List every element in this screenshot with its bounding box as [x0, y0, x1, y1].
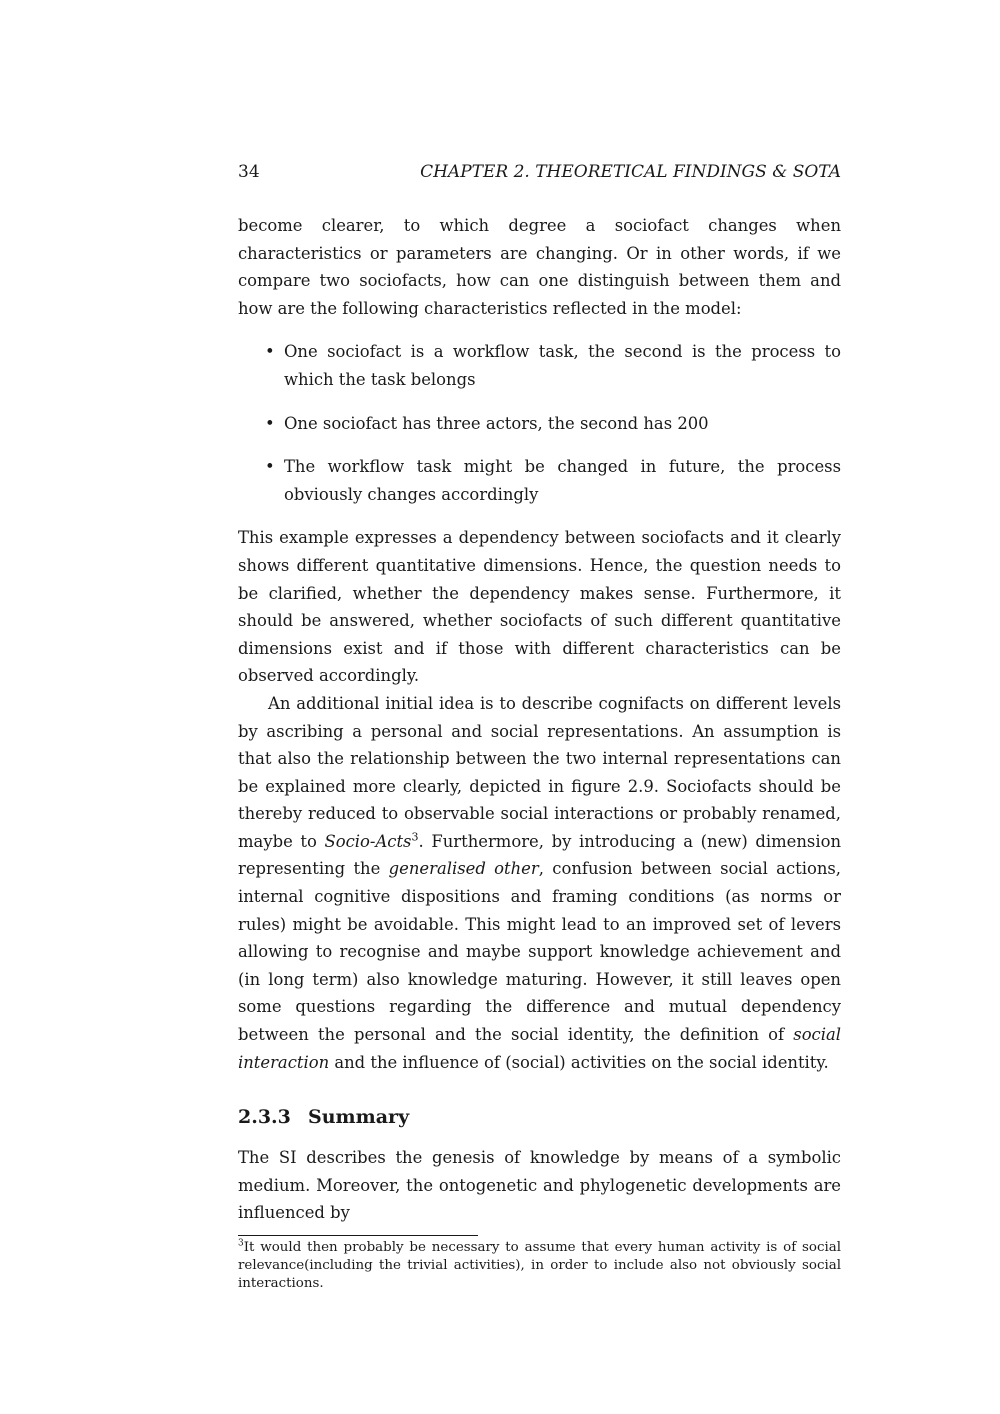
paragraph-text: . Furthermore, by introducing a (new) dimension representing the: [238, 831, 841, 879]
list-item: [265, 338, 841, 393]
section-heading: [238, 1104, 841, 1130]
paragraph-cognifacts: [238, 690, 841, 1076]
bullet-icon: •: [265, 413, 275, 433]
intro-paragraph: become clearer, to which degree a sociofact changes when characteristics or parameters are changing. Or in other words, if we compare two sociofacts, how can one distinguish between them and how are the following characteristics reflected in the model:: [238, 216, 841, 318]
paragraph-text: and the influence of (social) activities on the social identity.: [329, 1052, 829, 1072]
footnote-text: It would then probably be necessary to assume that every human activity is of social relevance(including the trivial activities), in order to include also not obviously social interactions.: [238, 1240, 841, 1291]
paragraph-text: , confusion between social actions, internal cognitive dispositions and framing conditions (as norms or rules) might be avoidable. This might lead to an improved set of levers allowing to recognise and maybe support knowledge achievement and (in long term) also knowledge maturing. However, it still leaves open some questions regarding the difference and mutual dependency between the personal and the social identity, the definition of: [238, 859, 841, 1045]
bullet-list: [238, 338, 841, 508]
list-item-text: The workflow task might be changed in future, the process obviously changes accordingly: [284, 457, 841, 504]
paragraph-summary: The SI describes the genesis of knowledge by means of a symbolic medium. Moreover, the ontogenetic and phylogenetic developments are influenced by: [238, 1148, 841, 1223]
bullet-icon: •: [265, 457, 275, 477]
page-number: 34: [238, 162, 260, 182]
section-number: 2.3.3: [238, 1106, 291, 1129]
running-header: [238, 160, 841, 184]
list-item-text: One sociofact has three actors, the second has 200: [284, 413, 709, 433]
paragraph-dependency: This example expresses a dependency between sociofacts and it clearly shows different quantitative dimensions. Hence, the question needs to be clarified, whether the dependency makes sense. Furthermore, it should be answered, whether sociofacts of such different quantitative dimensions exist and if those with different characteristics can be observed accordingly.: [238, 528, 841, 686]
section-title: Summary: [308, 1106, 410, 1129]
chapter-title: CHAPTER 2. THEORETICAL FINDINGS & SOTA: [420, 162, 841, 182]
document-page: [238, 160, 841, 1293]
list-item: [265, 410, 841, 438]
footnote-mark: 3: [238, 1238, 244, 1249]
bullet-icon: •: [265, 342, 275, 362]
list-item-text: One sociofact is a workflow task, the second is the process to which the task belongs: [284, 342, 841, 389]
footnote: [238, 1239, 841, 1293]
list-item: [265, 453, 841, 508]
paragraph-text: An additional initial idea is to describe cognifacts on different levels by ascribing a personal and social representations. An assumption is that also the relationship between the two internal representations can be explained more clearly, depicted in figure 2.9. Sociofacts should be thereby reduced to observable social interactions or probably renamed, maybe to: [238, 693, 841, 851]
footnote-reference[interactable]: 3: [411, 830, 419, 844]
term-generalised-other: generalised other: [388, 859, 539, 879]
footnote-divider: [238, 1235, 478, 1236]
term-socio-acts: Socio-Acts: [324, 831, 412, 851]
term-social-interaction: social interaction: [238, 1025, 841, 1072]
